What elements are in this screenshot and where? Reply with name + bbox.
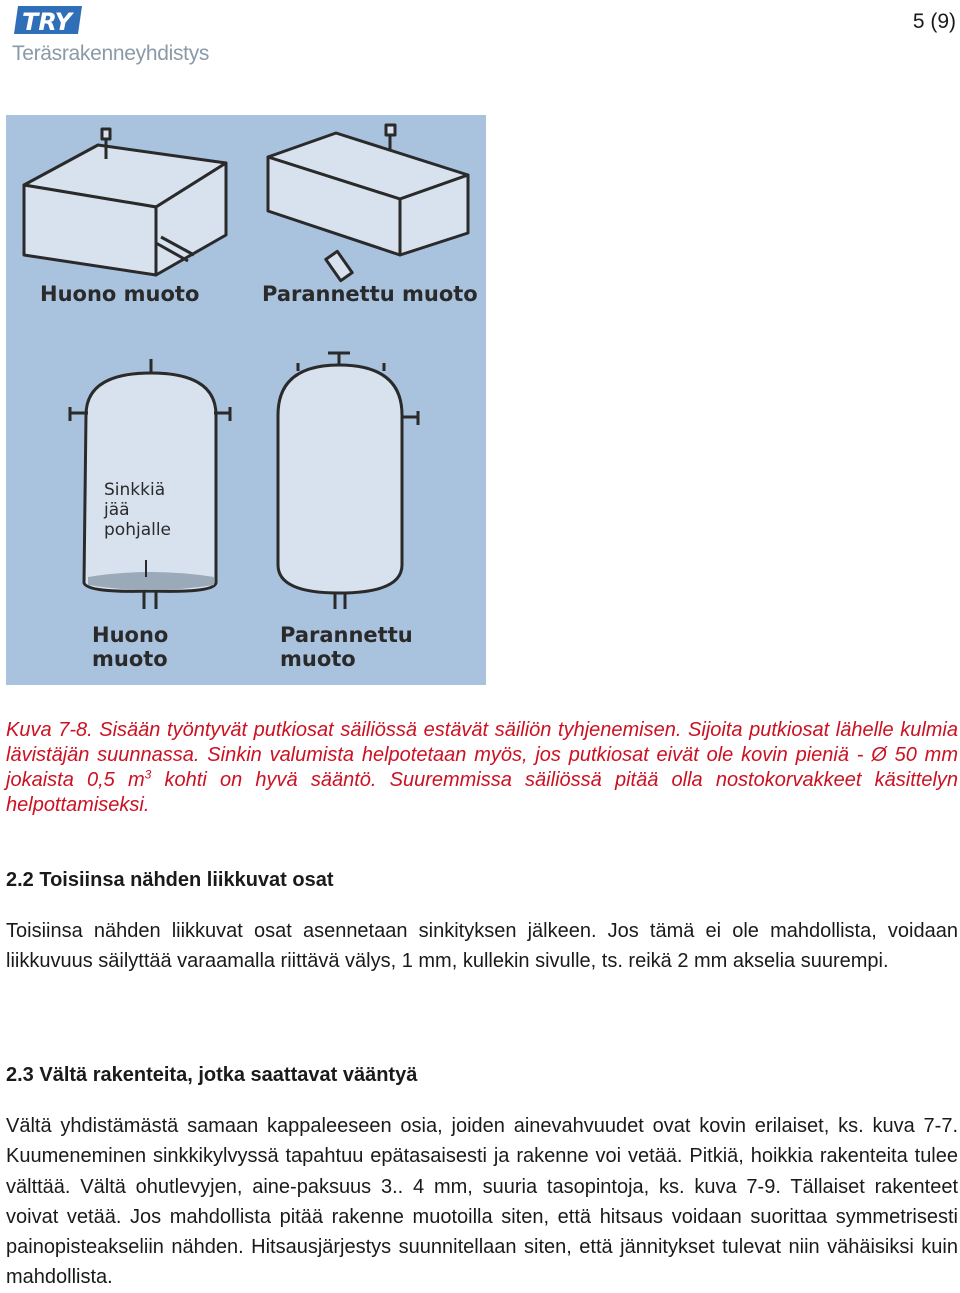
section-2-3-text: Vältä yhdistämästä samaan kappaleeseen osia, joiden ainevahvuudet ovat kovin erilaiset, ks. kuva 7-7. Kuumeneminen sinkkikylvyssä tapahtuu epätasaisesti ja rakenne voi vetää. Pitkiä, hoikkia rakenteita tulee välttää. Vältä ohutlevyjen, aine-paksuus 3.. 4 mm, suuria tasopintoja, ks. kuva 7-9. Tällaiset rakenteet voivat vetää. Jos mahdollista pitää rakenne muotoilla siten, että hitsaus voidaan suorittaa symmetrisesti painopisteakseliin nähden. Hitsausjärjestys suunnitellaan siten, että jännitykset tulevat niin vähäisiksi kuin mahdollista. <box>6 1115 958 1289</box>
label-poor-box: Huono muoto <box>40 282 200 306</box>
label-zinc-note-3: pohjalle <box>104 520 172 540</box>
improved-tank-body <box>278 365 402 593</box>
try-logo <box>6 4 216 66</box>
caption-text-part2: kohti on hyvä sääntö. Suuremmissa säiliössä pitää olla nostokorvakkeet käsittelyn helpottamiseksi. <box>6 769 959 816</box>
figure-caption <box>6 718 958 818</box>
logo-organization-name: Teräsrakenneyhdistys <box>12 42 210 65</box>
label-improved-box: Parannettu muoto <box>262 282 478 306</box>
label-zinc-note-2: jää <box>104 500 130 520</box>
tank-illustration <box>6 115 486 685</box>
label-improved-tank-1: Parannettu <box>280 623 413 647</box>
section-2-2-text: Toisiinsa nähden liikkuvat osat asennetaan sinkityksen jälkeen. Jos tämä ei ole mahdollista, voidaan liikkuvuus säilyttää varaamalla riittävä välys, 1 mm, kullekin sivulle, ts. reikä 2 mm akselia suurempi. <box>6 920 958 973</box>
section-2-3-heading: 2.3 Vältä rakenteita, jotka saattavat vääntyä <box>6 1064 418 1086</box>
page-number: 5 (9) <box>912 10 956 33</box>
label-improved-tank-2: muoto <box>280 647 356 671</box>
try-logo-mark <box>14 4 84 38</box>
label-poor-tank-1: Huono <box>92 623 169 647</box>
caption-superscript: 3 <box>144 767 152 782</box>
section-2-2-heading: 2.2 Toisiinsa nähden liikkuvat osat <box>6 869 334 891</box>
label-poor-tank-2: muoto <box>92 647 168 671</box>
tank-design-figure <box>6 115 486 685</box>
caption-text-part1: Kuva 7-8. Sisään työntyvät putkiosat säiliössä estävät säiliön tyhjenemisen. Sijoita putkiosat lähelle kulmia lävistäjän suunnassa. Sinkin valumista helpotetaan myös, jos putkiosat eivät ole kovin pieniä - Ø 50 mm jokaista 0,5 m <box>6 719 958 791</box>
logo-mark-text: TRY <box>22 8 73 36</box>
label-zinc-note-1: Sinkkiä <box>104 480 166 500</box>
